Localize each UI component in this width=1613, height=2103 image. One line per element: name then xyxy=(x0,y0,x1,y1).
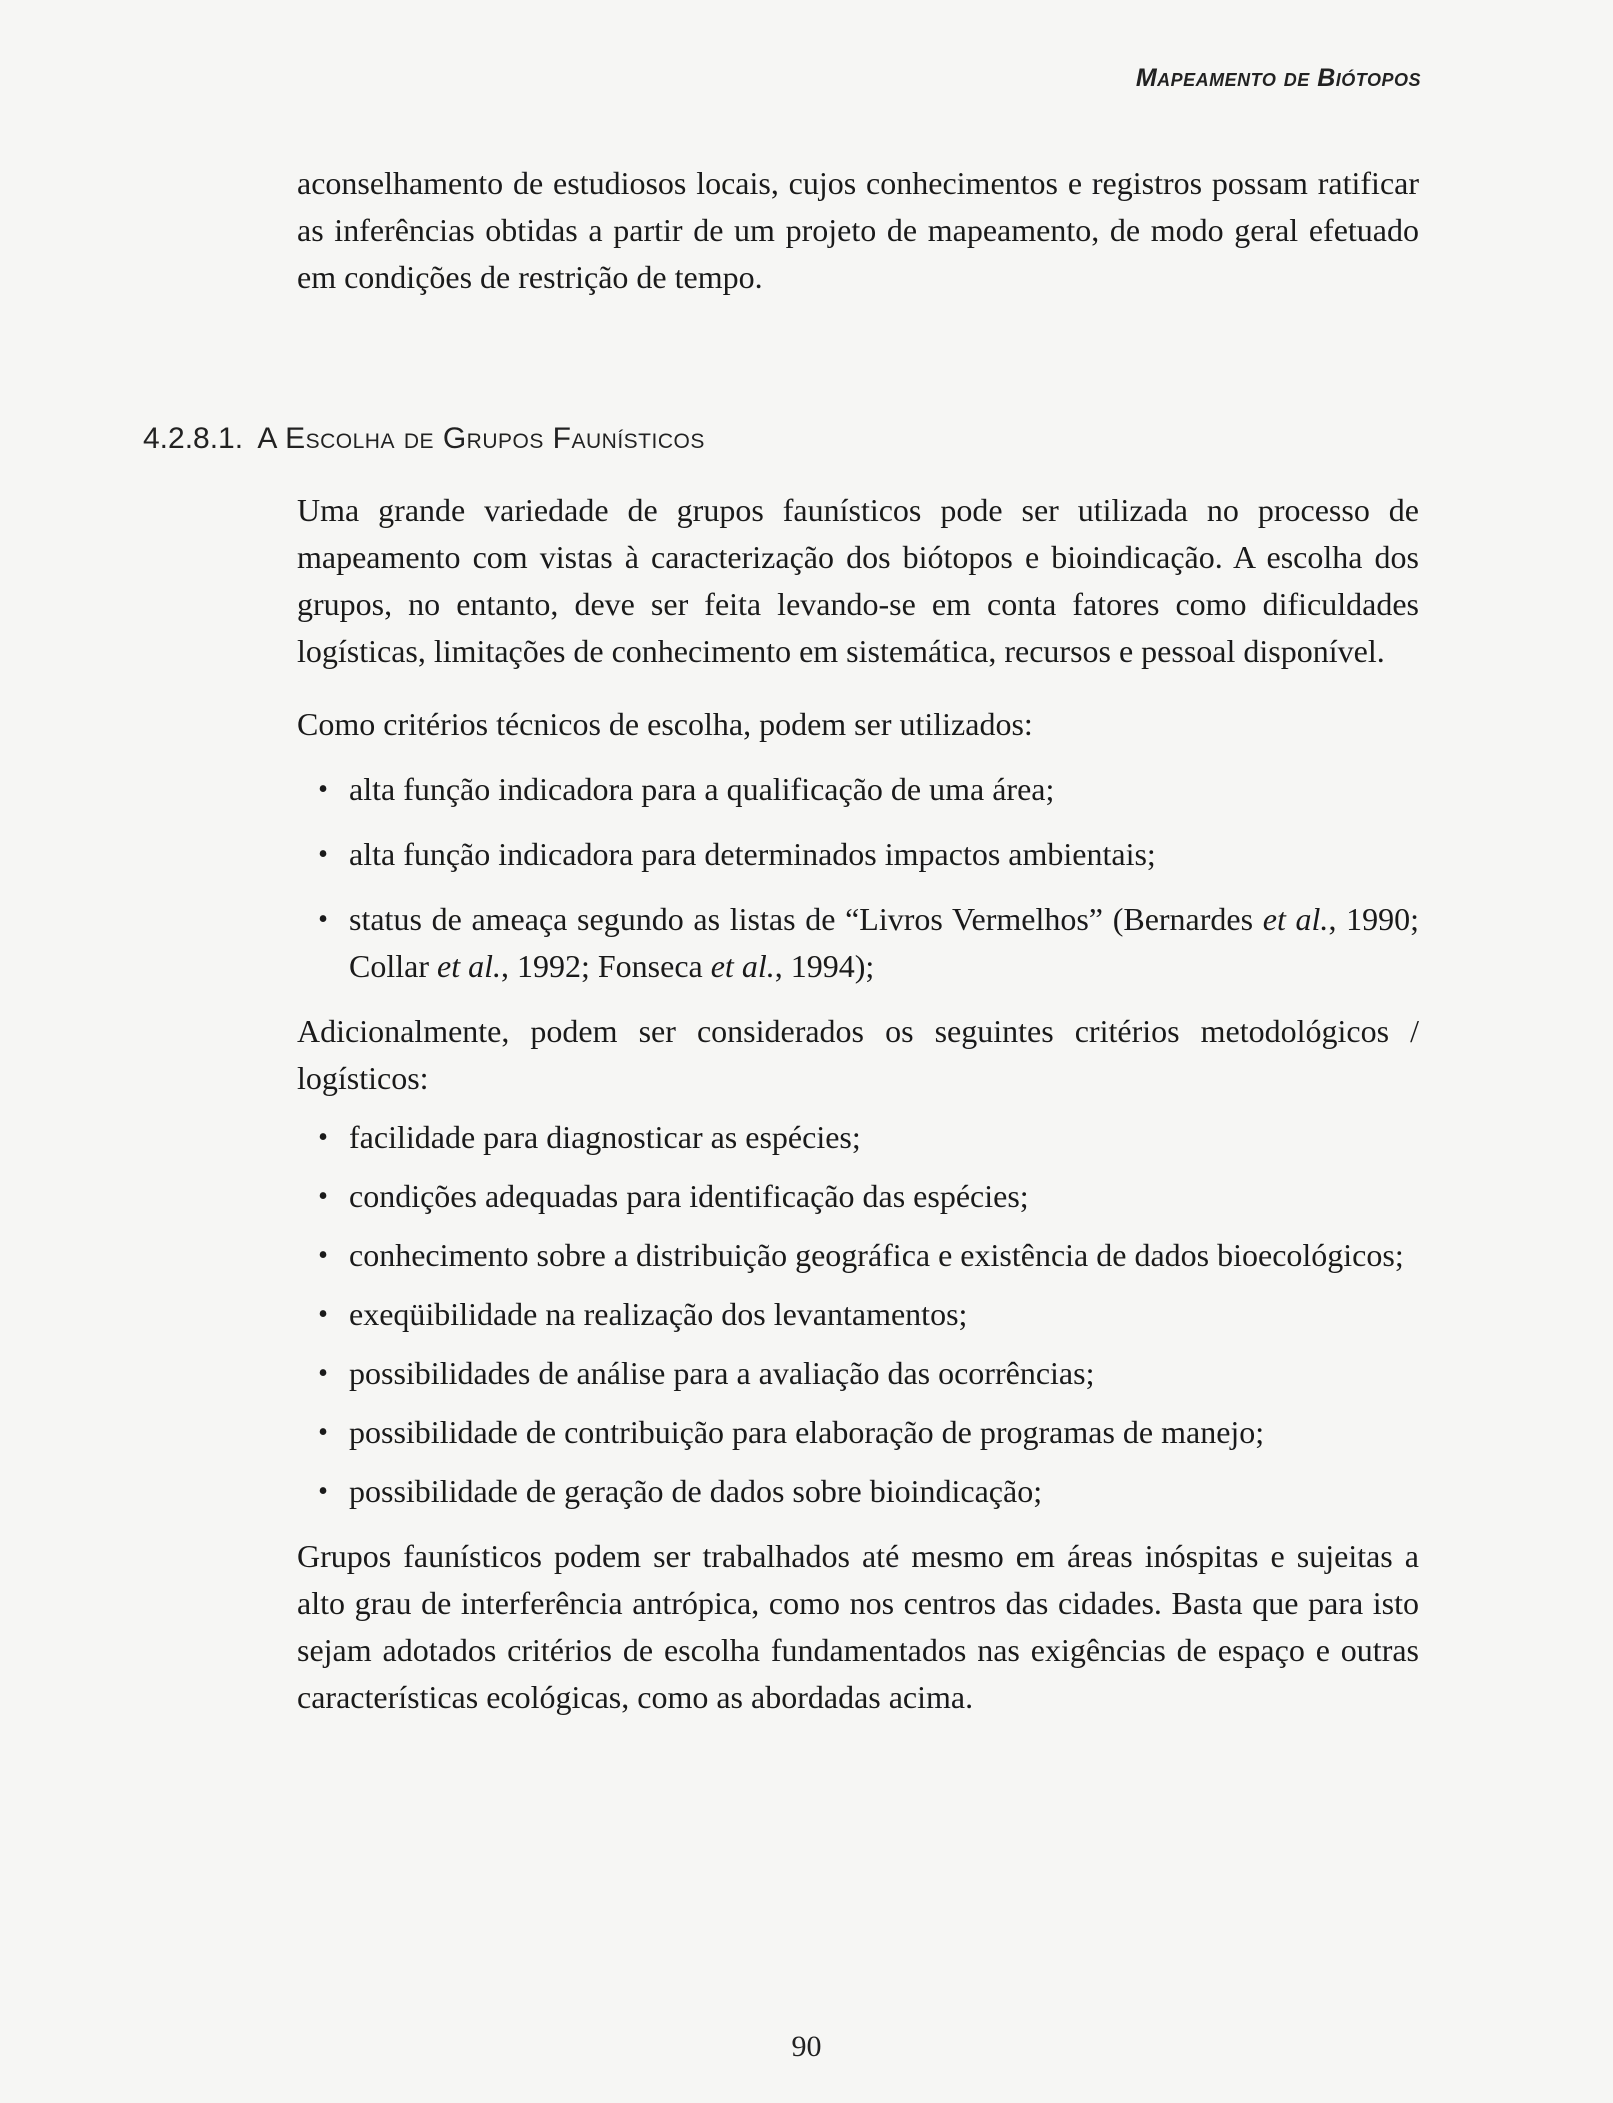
list-item xyxy=(297,1350,1419,1397)
section-title: A Escolha de Grupos Faunísticos xyxy=(257,422,705,455)
page-body xyxy=(297,160,1419,1721)
text-segment: , 1992; Fonseca xyxy=(500,948,711,984)
list-item xyxy=(297,831,1419,878)
bullet-icon: • xyxy=(318,1417,328,1448)
list-item xyxy=(297,766,1419,813)
et-al-citation: et al. xyxy=(436,948,501,984)
bullet-icon: • xyxy=(318,1181,328,1212)
et-al-citation: et al. xyxy=(1262,901,1329,937)
bullet-icon: • xyxy=(318,1122,328,1153)
bullet-icon: • xyxy=(318,1476,328,1507)
list-item-text: alta função indicadora para a qualificação de uma área; xyxy=(349,771,1055,807)
list-item xyxy=(297,896,1419,990)
text-segment: status de ameaça segundo as listas de “Livros Vermelhos” (Bernardes xyxy=(349,901,1263,937)
bullet-icon: • xyxy=(318,1240,328,1271)
list-item xyxy=(297,1291,1419,1338)
intro-paragraph: aconselhamento de estudiosos locais, cujos conhecimentos e registros possam ratificar as inferências obtidas a partir de um projeto de mapeamento, de modo geral efetuado em condições de restrição de tempo. xyxy=(297,165,1419,295)
bullet-icon: • xyxy=(318,1358,328,1389)
text-segment: , 1990; Collar xyxy=(349,901,1420,984)
list-item-text: possibilidade de contribuição para elaboração de programas de manejo; xyxy=(349,1414,1265,1450)
paragraph-1: Uma grande variedade de grupos faunísticos pode ser utilizada no processo de mapeamento com vistas à caracterização dos biótopos e bioindicação. A escolha dos grupos, no entanto, deve ser feita levando-se em conta fatores como dificuldades logísticas, limitações de conhecimento em sistemática, recursos e pessoal disponível. xyxy=(297,492,1419,669)
section-number: 4.2.8.1. xyxy=(143,422,244,455)
bullet-icon: • xyxy=(318,1299,328,1330)
text-segment: , 1994); xyxy=(774,948,875,984)
list-item xyxy=(297,1468,1419,1515)
methodological-criteria-list xyxy=(297,1114,1419,1515)
list-item-text: possibilidades de análise para a avaliação das ocorrências; xyxy=(349,1355,1095,1391)
bullet-icon: • xyxy=(318,904,328,935)
list-item xyxy=(297,1232,1419,1279)
paragraph-2: Como critérios técnicos de escolha, podem ser utilizados: xyxy=(297,706,1033,742)
list-item-text: possibilidade de geração de dados sobre bioindicação; xyxy=(349,1473,1043,1509)
list-item-text xyxy=(349,901,1419,984)
paragraph-3: Adicionalmente, podem ser considerados os seguintes critérios metodológicos / logísticos: xyxy=(297,1013,1419,1096)
et-al-citation: et al. xyxy=(710,948,775,984)
paragraph-4: Grupos faunísticos podem ser trabalhados até mesmo em áreas inóspitas e sujeitas a alto grau de interferência antrópica, como nos centros das cidades. Basta que para isto sejam adotados critérios de escolha fundamentados nas exigências de espaço e outras características ecológicas, como as abordadas acima. xyxy=(297,1538,1419,1715)
page-number: 90 xyxy=(791,2030,822,2063)
list-item-text: condições adequadas para identificação das espécies; xyxy=(349,1178,1029,1214)
list-item-text: conhecimento sobre a distribuição geográfica e existência de dados bioecológicos; xyxy=(349,1237,1404,1273)
list-item xyxy=(297,1114,1419,1161)
list-item-text: alta função indicadora para determinados impactos ambientais; xyxy=(349,836,1156,872)
list-item xyxy=(297,1409,1419,1456)
list-item-text: facilidade para diagnosticar as espécies; xyxy=(349,1119,861,1155)
running-header: Mapeamento de Biótopos xyxy=(1135,64,1421,92)
list-item-text: exeqüibilidade na realização dos levantamentos; xyxy=(349,1296,968,1332)
bullet-icon: • xyxy=(318,774,328,805)
technical-criteria-list xyxy=(297,766,1419,990)
bullet-icon: • xyxy=(318,839,328,870)
list-item xyxy=(297,1173,1419,1220)
